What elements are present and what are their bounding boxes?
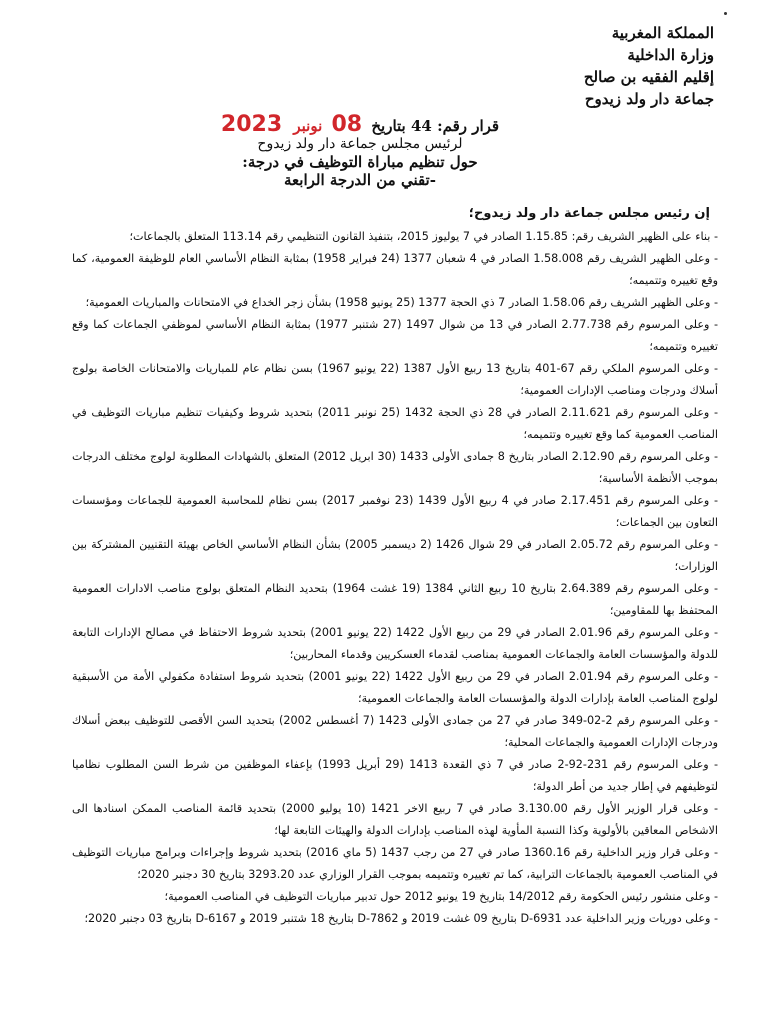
commune-line: جماعة دار ولد زيدوح [584, 90, 714, 108]
preamble-intro: إن رئيس مجلس جماعة دار ولد زيدوح؛ [468, 206, 710, 221]
decision-title-block [200, 112, 520, 189]
clause-item: - وعلى منشور رئيس الحكومة رقم 14/2012 بتاريخ 19 يونيو 2012 حول تدبير مباريات التوظيف في المناصب العمومية؛ [72, 886, 718, 908]
clause-item: - وعلى الظهير الشريف رقم 1.58.008 الصادر في 4 شعبان 1377 (24 فبراير 1958) بمثابة النظام الأساسي العام للوظيفة العمومية، كما وقع تغييره وتتميمه؛ [72, 248, 718, 292]
clause-item: - وعلى المرسوم رقم 2.77.738 الصادر في 13 من شوال 1497 (27 شتنبر 1977) بمثابة النظام الأساسي لموظفي الجماعات كما وقع تغييره وتتميمه؛ [72, 314, 718, 358]
clause-item: - وعلى المرسوم رقم 2.12.90 الصادر بتاريخ 8 جمادى الأولى 1433 (30 ابريل 2012) المتعلق بالشهادات المطلوبة لولوج مختلف الدرجات بموجب الأنظمة الأساسية؛ [72, 446, 718, 490]
clause-item: - بناء على الظهير الشريف رقم: 1.15.85 الصادر في 7 يوليوز 2015، بتنفيذ القانون التنظيمي رقم 113.14 المتعلق بالجماعات؛ [72, 226, 718, 248]
letterhead [584, 22, 714, 110]
decision-number-line [200, 112, 520, 137]
clause-item: - وعلى المرسوم رقم 2.01.94 الصادر في 29 من ربيع الأول 1422 (22 يونيو 2001) بتحديد شروط استفادة مكفولي الأمة من الأسبقية لولوج المناصب العامة بإدارات الدولة والمؤسسات العامة والجماعات العمومية؛ [72, 666, 718, 710]
clause-item: - وعلى قرار الوزير الأول رقم 3.130.00 صادر في 7 ربيع الاخر 1421 (10 يوليو 2000) بتحديد قائمة المناصب الممكن اسنادها الى الاشخاص المعاقين بالأولوية وكذا النسبة المأوية لهذه المناصب بإدارات الدولة والهيئات التابعة لها؛ [72, 798, 718, 842]
decision-subject: حول تنظيم مباراة التوظيف في درجة: [242, 153, 478, 171]
province-line: إقليم الفقيه بن صالح [583, 68, 714, 86]
clause-item: - وعلى المرسوم رقم 2.17.451 صادر في 4 ربيع الأول 1439 (23 نوفمبر 2017) بسن نظام للمحاسبة العمومية للجماعات ومؤسسات التعاون بين الجماعات؛ [72, 490, 718, 534]
kingdom-line: المملكة المغربية [611, 24, 714, 42]
clause-item: - وعلى المرسوم رقم 2.11.621 الصادر في 28 ذي الحجة 1432 (25 نونبر 2011) بتحديد شروط وكيفيات تنظيم مباريات التوظيف في المناصب العمومية كما وقع تغييره وتتميمه؛ [72, 402, 718, 446]
clause-item: - وعلى المرسوم رقم 2.01.96 الصادر في 29 من ربيع الأول 1422 (22 يونيو 2001) بتحديد شروط الاحتفاظ في مصالح الإدارات التابعة للدولة والمؤسسات العامة والجماعات العمومية بمناصب لقدماء العسكريين وقدماء المحاربين؛ [72, 622, 718, 666]
clause-item: - وعلى المرسوم رقم 2.64.389 بتاريخ 10 ربيع الثاني 1384 (19 غشت 1964) بتحديد النظام المتعلق بولوج مناصب الادارات العمومية المحتفظ بها للمقاومين؛ [72, 578, 718, 622]
date-month: نونبر [293, 117, 323, 135]
clause-item: - وعلى دوريات وزير الداخلية عدد D-6931 بتاريخ 09 غشت 2019 و D-7862 بتاريخ 18 شتنبر 2019 و D-6167 بتاريخ 03 دجنبر 2020؛ [72, 908, 718, 930]
clause-item: - وعلى المرسوم رقم 231-92-2 صادر في 7 ذي القعدة 1413 (29 أبريل 1993) بإعفاء الموظفين من شرط السن المطلوب نظاميا لتوظيفهم في إطار جديد من أطر الدولة؛ [72, 754, 718, 798]
decision-number: 44 [410, 117, 432, 135]
scan-dot [724, 12, 727, 15]
clause-item: - وعلى المرسوم الملكي رقم 67-401 بتاريخ 13 ربيع الأول 1387 (22 يونيو 1967) بسن نظام عام للمباريات والامتحانات الخاصة بولوج أسلاك ودرجات ومناصب الإدارات العمومية؛ [72, 358, 718, 402]
date-day: 08 [331, 112, 363, 137]
clause-item: - وعلى الظهير الشريف رقم 1.58.06 الصادر 7 ذي الحجة 1377 (25 يونيو 1958) بشأن زجر الخداع في الامتحانات والمباريات العمومية؛ [72, 292, 718, 314]
decision-label: قرار رقم: [437, 117, 500, 135]
clause-item: - وعلى المرسوم رقم 2.05.72 الصادر في 29 شوال 1426 (2 ديسمبر 2005) بشأن النظام الأساسي الخاص بهيئة التقنيين المشتركة بين الوزارات؛ [72, 534, 718, 578]
decision-issuer: لرئيس مجلس جماعة دار ولد زيدوح [257, 136, 463, 152]
date-year: 2023 [220, 112, 283, 137]
ministry-line: وزارة الداخلية [627, 46, 714, 64]
legal-references [72, 226, 718, 930]
clause-item: - وعلى قرار وزير الداخلية رقم 1360.16 صادر في 27 من رجب 1437 (5 ماي 2016) بتحديد شروط وإجراءات وبرامج مباريات التوظيف في المناصب العمومية بالجماعات الترابية، كما تم تغييره وتتميمه بموجب القرار الوزاري عدد 3293.20 بتاريخ 30 دجنبر 2020؛ [72, 842, 718, 886]
decision-grade: -تقني من الدرجة الرابعة [284, 171, 436, 189]
clause-item: - وعلى المرسوم رقم 2-02-349 صادر في 27 من جمادى الأولى 1423 (7 أغسطس 2002) بتحديد السن الأقصى للتوظيف ببعض أسلاك ودرجات الإدارات العمومية والجماعات المحلية؛ [72, 710, 718, 754]
date-label: بتاريخ [371, 117, 406, 135]
